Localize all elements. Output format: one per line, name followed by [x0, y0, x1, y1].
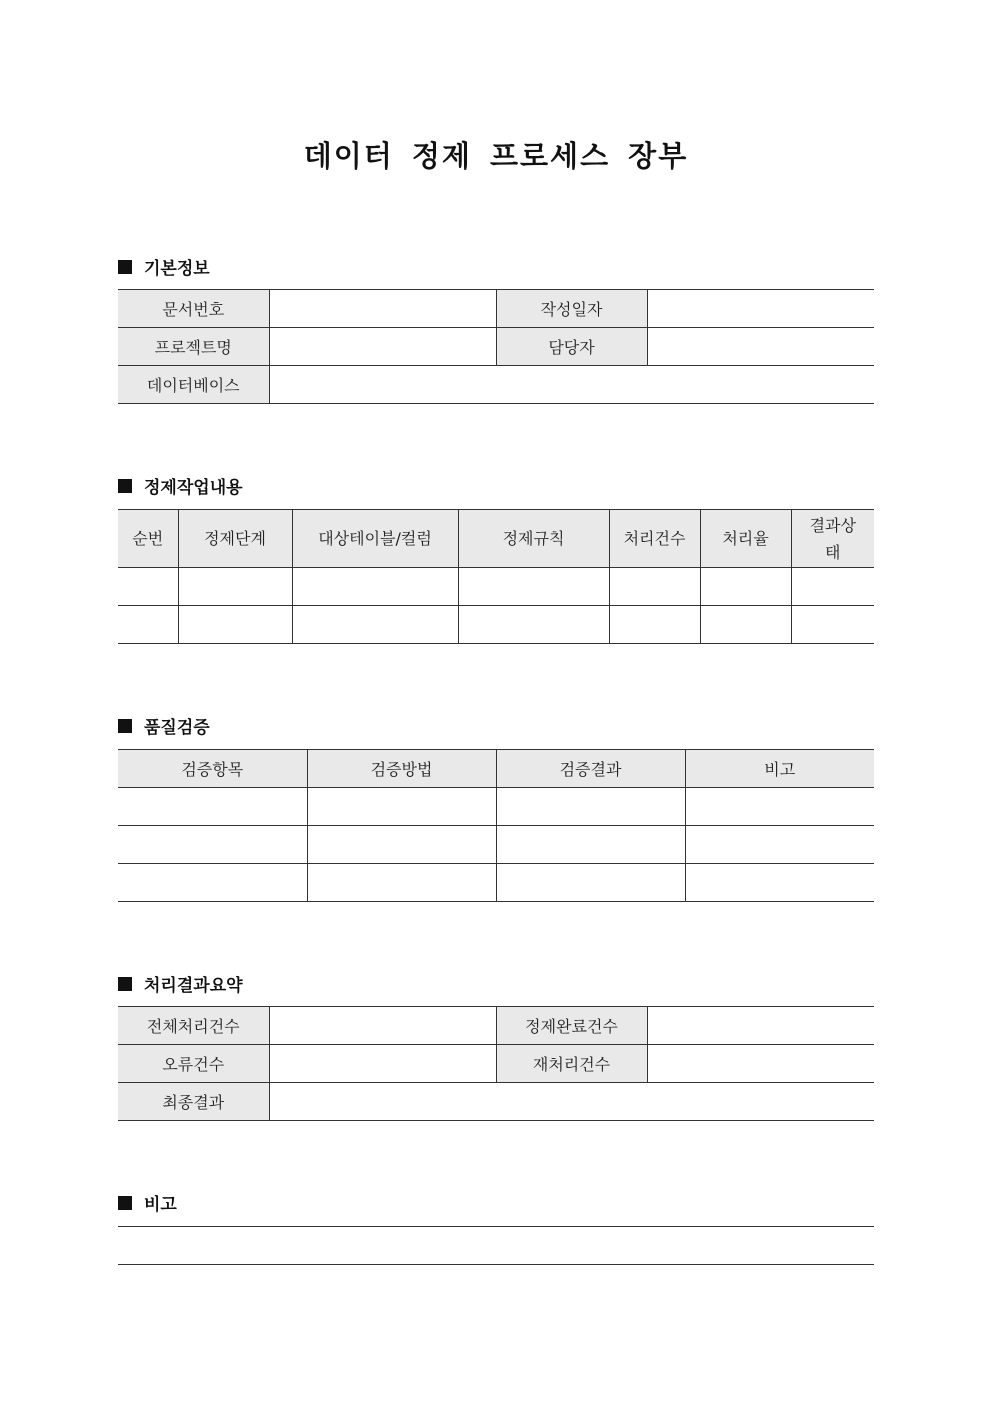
retry-label: 재처리건수 [496, 1045, 647, 1083]
square-bullet-icon [118, 977, 132, 991]
table-cell[interactable] [496, 788, 685, 826]
table-cell[interactable] [307, 826, 496, 864]
square-bullet-icon [118, 719, 132, 733]
owner-field[interactable] [647, 328, 874, 366]
table-cell[interactable] [307, 788, 496, 826]
basic-info-table [118, 289, 874, 404]
doc-no-label: 문서번호 [118, 290, 269, 328]
project-label: 프로젝트명 [118, 328, 269, 366]
section-heading-notes [118, 1190, 177, 1215]
table-cell[interactable] [609, 568, 700, 606]
table-cell[interactable] [118, 826, 307, 864]
table-cell[interactable] [458, 568, 609, 606]
table-cell[interactable] [178, 568, 292, 606]
notes-divider [118, 1226, 874, 1227]
error-label: 오류건수 [118, 1045, 269, 1083]
section-heading-work [118, 473, 243, 498]
retry-field[interactable] [647, 1045, 874, 1083]
total-label: 전체처리건수 [118, 1007, 269, 1045]
table-cell[interactable] [118, 568, 178, 606]
final-label: 최종결과 [118, 1083, 269, 1121]
col-header: 처리율 [700, 510, 791, 568]
section-heading-label: 품질검증 [144, 718, 210, 738]
database-field[interactable] [269, 366, 874, 404]
table-cell[interactable] [791, 606, 874, 644]
table-cell[interactable] [609, 606, 700, 644]
table-row [118, 788, 874, 826]
doc-no-field[interactable] [269, 290, 496, 328]
table-row [118, 864, 874, 902]
section-heading-label: 비고 [144, 1195, 177, 1215]
col-header: 순번 [118, 510, 178, 568]
square-bullet-icon [118, 479, 132, 493]
table-cell[interactable] [292, 606, 458, 644]
done-field[interactable] [647, 1007, 874, 1045]
final-field[interactable] [269, 1083, 874, 1121]
col-header: 검증방법 [307, 750, 496, 788]
square-bullet-icon [118, 260, 132, 274]
table-cell[interactable] [685, 788, 874, 826]
table-cell[interactable] [178, 606, 292, 644]
quality-table [118, 749, 874, 902]
section-heading-quality [118, 713, 210, 738]
section-heading-basic [118, 254, 210, 279]
col-header: 정제단계 [178, 510, 292, 568]
table-cell[interactable] [685, 864, 874, 902]
table-cell[interactable] [700, 606, 791, 644]
section-heading-summary [118, 971, 243, 996]
date-field[interactable] [647, 290, 874, 328]
project-field[interactable] [269, 328, 496, 366]
database-label: 데이터베이스 [118, 366, 269, 404]
table-cell[interactable] [496, 864, 685, 902]
col-header: 검증항목 [118, 750, 307, 788]
col-header: 비고 [685, 750, 874, 788]
done-label: 정제완료건수 [496, 1007, 647, 1045]
table-cell[interactable] [700, 568, 791, 606]
col-header: 대상테이블/컬럼 [292, 510, 458, 568]
table-cell[interactable] [685, 826, 874, 864]
table-cell[interactable] [791, 568, 874, 606]
page-title: 데이터 정제 프로세스 장부 [303, 139, 689, 173]
table-cell[interactable] [118, 864, 307, 902]
notes-field-line[interactable] [118, 1264, 874, 1265]
section-heading-label: 정제작업내용 [144, 478, 243, 498]
date-label: 작성일자 [496, 290, 647, 328]
table-cell[interactable] [307, 864, 496, 902]
table-row [118, 826, 874, 864]
error-field[interactable] [269, 1045, 496, 1083]
owner-label: 담당자 [496, 328, 647, 366]
col-header: 정제규칙 [458, 510, 609, 568]
table-cell[interactable] [118, 606, 178, 644]
col-header: 결과상태 [791, 510, 874, 568]
total-field[interactable] [269, 1007, 496, 1045]
square-bullet-icon [118, 1196, 132, 1210]
col-header: 처리건수 [609, 510, 700, 568]
table-row [118, 606, 874, 644]
work-table [118, 509, 874, 644]
summary-table [118, 1006, 874, 1121]
table-cell[interactable] [118, 788, 307, 826]
table-cell[interactable] [458, 606, 609, 644]
section-heading-label: 처리결과요약 [144, 976, 243, 996]
table-row [118, 568, 874, 606]
col-header: 검증결과 [496, 750, 685, 788]
section-heading-label: 기본정보 [144, 259, 210, 279]
table-cell[interactable] [496, 826, 685, 864]
table-cell[interactable] [292, 568, 458, 606]
